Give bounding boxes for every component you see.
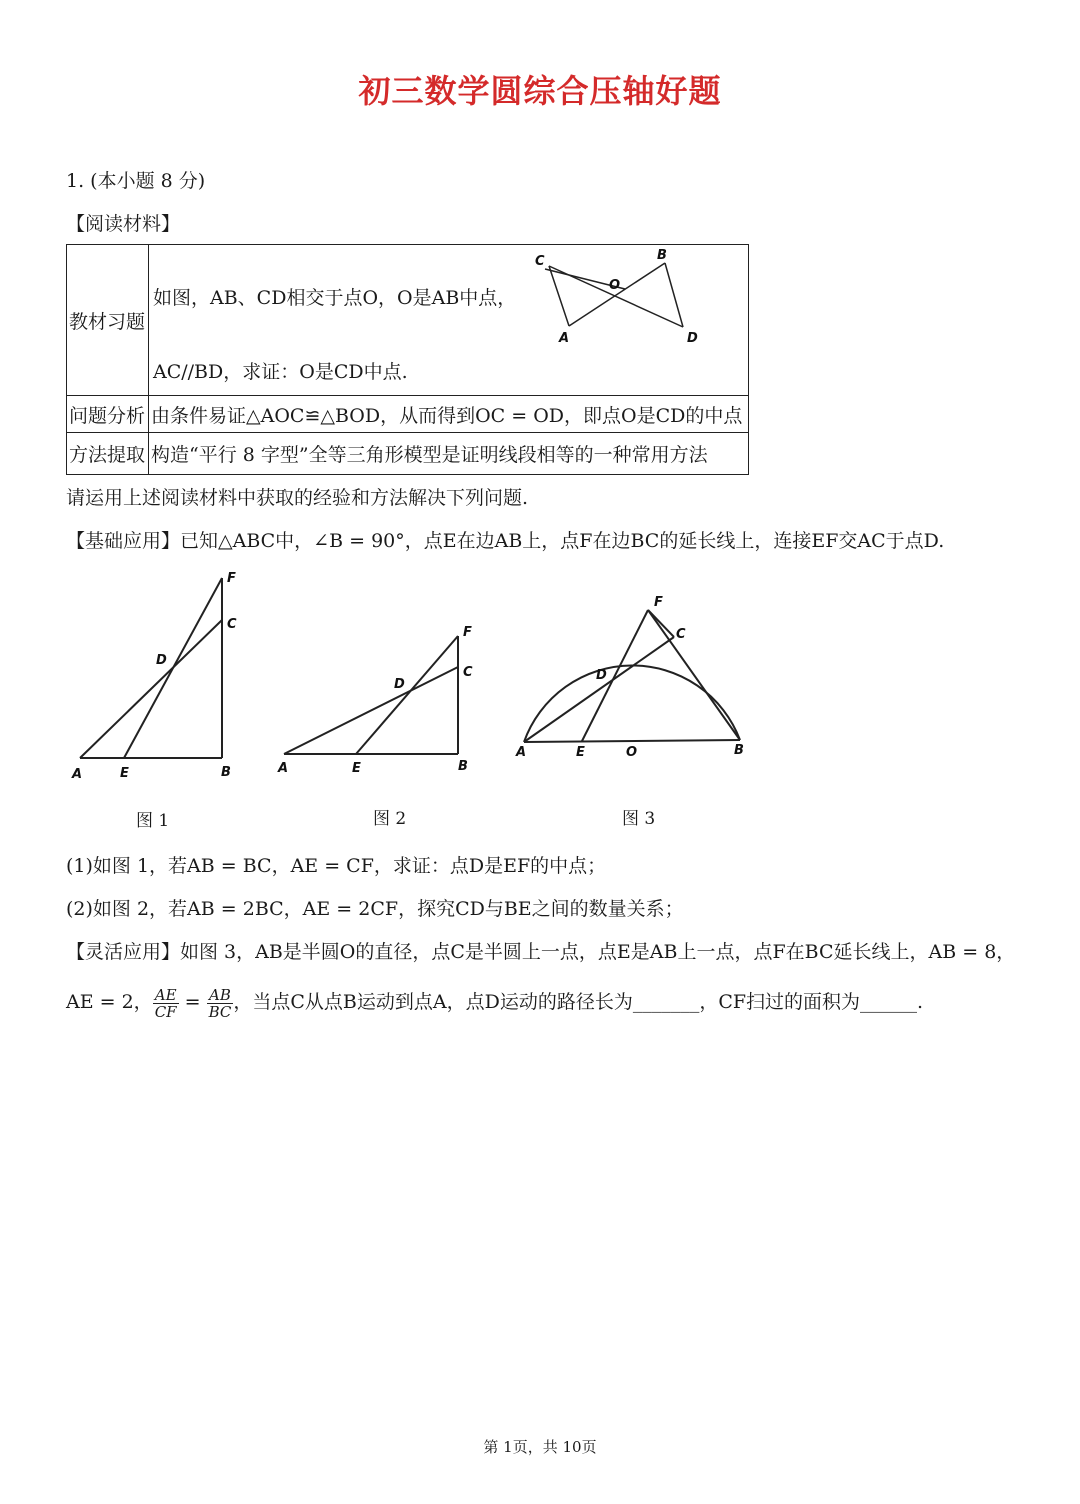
fraction-numerator: AB	[207, 987, 234, 1004]
segment-bd	[665, 263, 683, 327]
label-f: F	[227, 571, 236, 586]
textbook-text-1: 如图，AB、CD相交于点O，O是AB中点，	[153, 287, 517, 309]
question-1: (1)如图 1，若AB = BC，AE = CF，求证：点D是EF的中点；	[66, 855, 607, 877]
flexible-application-line-2	[66, 984, 923, 1020]
semicircle	[524, 665, 740, 742]
label-e: E	[352, 761, 361, 776]
page-footer: 第 1页，共 10页	[483, 1438, 597, 1456]
segment-ef	[356, 636, 458, 754]
segment-ac	[524, 637, 674, 742]
page-title: 初三数学圆综合压轴好题	[358, 72, 722, 110]
table-row	[67, 396, 749, 433]
reading-material-table	[66, 244, 749, 475]
label-b: B	[734, 743, 744, 758]
basic-application-text: 【基础应用】已知△ABC中，∠B = 90°，点E在边AB上，点F在边BC的延长线上，连接EF交AC于点D.	[66, 530, 945, 552]
segment-cd	[549, 266, 683, 327]
segment-bf	[648, 610, 740, 740]
reading-label: 【阅读材料】	[66, 213, 181, 235]
row-content-textbook	[149, 245, 749, 396]
flex-line2-start: AE = 2，	[66, 991, 153, 1013]
label-a: A	[516, 745, 527, 760]
label-f: F	[463, 625, 472, 640]
label-d: D	[596, 668, 607, 683]
label-c: C	[535, 254, 545, 269]
fraction-numerator: AE	[153, 987, 179, 1004]
label-e: E	[576, 745, 585, 760]
fraction-ab-bc	[207, 987, 234, 1020]
figure-1-caption: 图 1	[136, 811, 170, 831]
fraction-denominator: BC	[208, 1002, 232, 1021]
label-f: F	[654, 595, 663, 610]
fraction-denominator: CF	[154, 1002, 177, 1021]
row-head-textbook: 教材习题	[67, 245, 149, 396]
figure-2-caption: 图 2	[373, 809, 407, 829]
flexible-application-line-1: 【灵活应用】如图 3，AB是半圆O的直径，点C是半圆上一点，点E是AB上一点，点F在BC延长线上，AB = 8，	[66, 941, 1016, 963]
table-row	[67, 245, 749, 396]
label-o: O	[626, 745, 638, 760]
label-o: O	[609, 278, 621, 293]
label-b: B	[458, 759, 468, 774]
label-a: A	[72, 767, 83, 782]
row-head-analysis: 问题分析	[67, 396, 149, 433]
figure-8-diagram	[527, 249, 707, 349]
segment-ef	[582, 610, 648, 741]
question-header: 1. (本小题 8 分)	[66, 170, 206, 192]
instruction-text: 请运用上述阅读材料中获取的经验和方法解决下列问题.	[66, 487, 529, 509]
segment-ac	[284, 667, 458, 754]
figure-3-caption: 图 3	[622, 809, 656, 829]
row-content-analysis: 由条件易证△AOC≌△BOD，从而得到OC = OD，即点O是CD的中点	[149, 396, 749, 433]
label-a: A	[278, 761, 289, 776]
question-2: (2)如图 2，若AB = 2BC，AE = 2CF，探究CD与BE之间的数量关系；	[66, 898, 684, 920]
label-e: E	[120, 766, 129, 781]
textbook-text-2: AC//BD，求证：O是CD中点.	[153, 361, 408, 383]
figure-3	[510, 590, 760, 765]
flex-line2-end: ，当点C从点B运动到点A，点D运动的路径长为_______，CF扫过的面积为______.	[233, 991, 924, 1013]
segment-ab	[524, 740, 740, 742]
label-c: C	[676, 627, 686, 642]
label-b: B	[221, 765, 231, 780]
segment-fc	[648, 610, 674, 637]
label-a: A	[559, 331, 570, 346]
row-content-method: 构造“平行 8 字型”全等三角形模型是证明线段相等的一种常用方法	[149, 433, 749, 475]
row-head-method: 方法提取	[67, 433, 149, 475]
figure-2	[270, 620, 490, 790]
table-row	[67, 433, 749, 475]
fraction-ae-cf	[153, 987, 179, 1020]
figure-1	[66, 568, 256, 788]
label-c: C	[463, 665, 473, 680]
segment-ac	[80, 620, 222, 758]
label-d: D	[687, 331, 698, 346]
label-b: B	[657, 249, 667, 263]
segment-ef	[124, 578, 222, 758]
segment-ab	[569, 263, 665, 326]
label-c: C	[227, 617, 237, 632]
label-d: D	[156, 653, 167, 668]
fraction-equals: =	[184, 991, 201, 1013]
label-d: D	[394, 677, 405, 692]
